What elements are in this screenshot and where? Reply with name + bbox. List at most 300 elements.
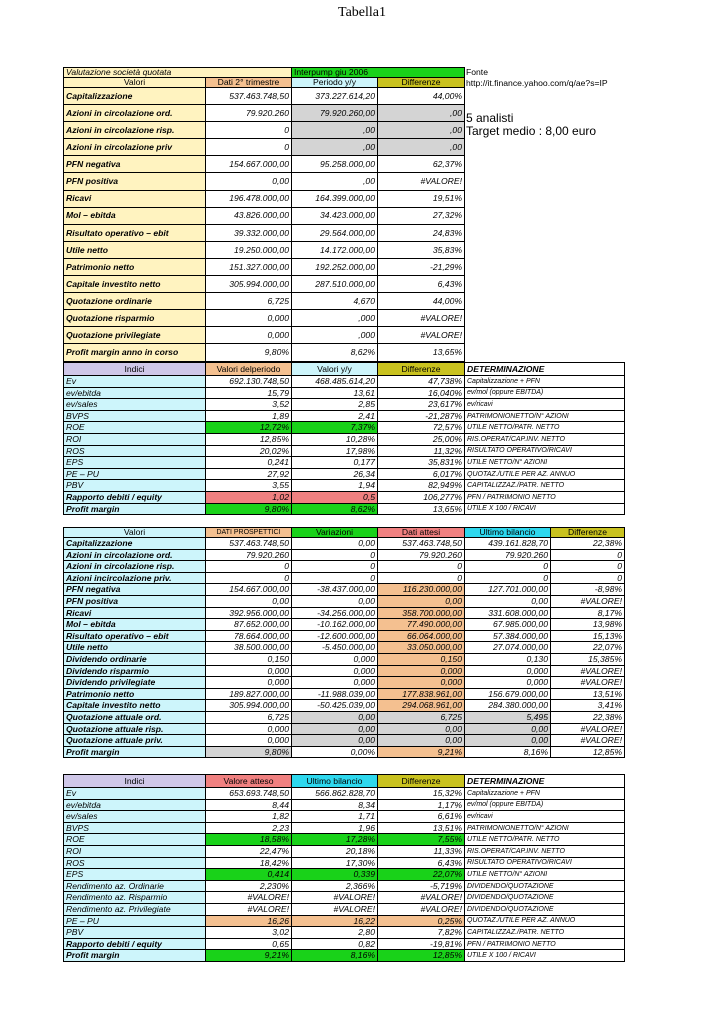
table-cell: 87.652.000,00 <box>206 619 292 631</box>
source-label: Fonte <box>466 67 488 77</box>
row-label: Profit margin anno in corso <box>64 344 206 361</box>
table-cell: QUOTAZ./UTILE PER AZ. ANNUO <box>465 468 625 480</box>
table-cell: ,00 <box>292 173 378 190</box>
table-cell: PFN / PATRIMONIO NETTO <box>465 938 625 950</box>
table-cell: #VALORE! <box>378 327 465 344</box>
table-cell: 82,949% <box>378 480 465 492</box>
table-row <box>64 433 625 445</box>
table-cell: 156.679.000,00 <box>465 688 551 700</box>
table-row <box>64 241 465 258</box>
col-header: Ultimo bilancio <box>292 775 378 788</box>
row-label: Mol – ebitda <box>64 207 206 224</box>
table-cell: 0,00 <box>292 538 378 550</box>
table-cell: 39.332.000,00 <box>206 224 292 241</box>
table-row <box>64 276 465 293</box>
row-label: ROE <box>64 834 206 846</box>
table-cell: 66.064.000,00 <box>378 630 465 642</box>
row-label: Utile netto <box>64 241 206 258</box>
table-cell: 12,85% <box>378 950 465 962</box>
table-row <box>64 491 625 503</box>
table-cell: 692.130.748,50 <box>206 376 292 388</box>
table-cell: 3,02 <box>206 927 292 939</box>
row-label: Quotazione privilegiate <box>64 327 206 344</box>
table-cell: 1,96 <box>292 822 378 834</box>
table-cell: 3,55 <box>206 480 292 492</box>
table-row <box>64 642 625 654</box>
table-cell: 35,831% <box>378 457 465 469</box>
table-cell: 16,040% <box>378 387 465 399</box>
table-cell: 151.327.000,00 <box>206 258 292 275</box>
table-cell: 9,21% <box>206 950 292 962</box>
table-cell: ,000 <box>292 310 378 327</box>
col-header: Valore atteso <box>206 775 292 788</box>
table-cell: 29.564.000,00 <box>292 224 378 241</box>
table-cell: 0 <box>551 549 625 561</box>
table-row <box>64 950 625 962</box>
table-cell: 1,71 <box>292 811 378 823</box>
table-cell: 8,44 <box>206 799 292 811</box>
table-cell: ,00 <box>378 105 465 122</box>
table-row <box>64 538 625 550</box>
table-cell: 8,16% <box>465 746 551 758</box>
table-cell: 15,385% <box>551 653 625 665</box>
table-cell: 0 <box>378 561 465 573</box>
table-cell: 0,00 <box>206 595 292 607</box>
table-cell: 9,80% <box>206 503 292 515</box>
table-cell: 0,000 <box>206 735 292 747</box>
table-cell: 2,230% <box>206 880 292 892</box>
table-cell: -50.425.039,00 <box>292 700 378 712</box>
table-cell: DIVIDENDO/QUOTAZIONE <box>465 903 625 915</box>
row-label: Rendimento az. Ordinarie <box>64 880 206 892</box>
row-label: Capitalizzazione <box>64 538 206 550</box>
table-cell: -11.988.039,00 <box>292 688 378 700</box>
table-row <box>64 595 625 607</box>
col-header: Dati 2° trimestre <box>206 78 292 88</box>
row-label: Azioni in circolazione ord. <box>64 105 206 122</box>
table-cell: -10.162.000,00 <box>292 619 378 631</box>
row-label: ev/sales <box>64 811 206 823</box>
table-row <box>64 735 625 747</box>
table-cell: 373.227.614,20 <box>292 88 378 105</box>
analysts-note: 5 analisti <box>466 111 514 125</box>
table-cell: 22,47% <box>206 845 292 857</box>
table-cell: 9,80% <box>206 746 292 758</box>
table-cell: 0,000 <box>378 665 465 677</box>
table-cell: UTILE X 100 / RICAVI <box>465 950 625 962</box>
table-row <box>64 344 465 361</box>
col-header: Differenze <box>378 363 465 376</box>
row-label: Profit margin <box>64 503 206 515</box>
table-cell: 8,62% <box>292 344 378 361</box>
table-cell: #VALORE! <box>206 892 292 904</box>
table-cell: 6,017% <box>378 468 465 480</box>
row-label: ev/ebitda <box>64 387 206 399</box>
col-header: Variazioni <box>292 528 378 538</box>
row-label: Profit margin <box>64 746 206 758</box>
table-cell: Capitalizzazione + PFN <box>465 376 625 388</box>
table-cell: 67.985.000,00 <box>465 619 551 631</box>
table-cell: 0,241 <box>206 457 292 469</box>
table-cell: RIS.OPERAT/CAP.INV. NETTO <box>465 433 625 445</box>
row-label: Dividendo privilegiate <box>64 677 206 689</box>
row-label: ev/sales <box>64 399 206 411</box>
table-cell: #VALORE! <box>551 735 625 747</box>
row-label: PE – PU <box>64 468 206 480</box>
table-row <box>64 619 625 631</box>
table-cell: 0,000 <box>206 310 292 327</box>
table-cell: CAPITALIZZAZ./PATR. NETTO <box>465 480 625 492</box>
row-label: PE – PU <box>64 915 206 927</box>
table-row <box>64 173 465 190</box>
row-label: Rapporto debiti / equity <box>64 938 206 950</box>
table-cell: 392.956.000,00 <box>206 607 292 619</box>
table-cell: 4,670 <box>292 293 378 310</box>
row-label: Capitalizzazione <box>64 88 206 105</box>
table-row <box>64 422 625 434</box>
table-row <box>64 892 625 904</box>
table-cell: 7,37% <box>292 422 378 434</box>
table-row <box>64 480 625 492</box>
table-cell: 0,82 <box>292 938 378 950</box>
table-cell: 27,92 <box>206 468 292 480</box>
table-cell: #VALORE! <box>551 723 625 735</box>
table-row <box>64 561 625 573</box>
table-row <box>64 584 625 596</box>
col-header: Ultimo bilancio <box>465 528 551 538</box>
col-header: Differenze <box>378 78 465 88</box>
table-row <box>64 822 625 834</box>
table-cell: 3,52 <box>206 399 292 411</box>
row-label: Quotazione ordinarie <box>64 293 206 310</box>
table-cell: 1,02 <box>206 491 292 503</box>
table-cell: 72,57% <box>378 422 465 434</box>
table-cell: 2,80 <box>292 927 378 939</box>
table-cell: 164.399.000,00 <box>292 190 378 207</box>
table-cell: 13,65% <box>378 503 465 515</box>
table-row <box>64 869 625 881</box>
col-header: Indici <box>64 775 206 788</box>
table-cell: 5,495 <box>465 711 551 723</box>
table-cell: ev/mol (oppure EBITDA) <box>465 799 625 811</box>
table-cell: 127.701.000,00 <box>465 584 551 596</box>
table-cell: 154.667.000,00 <box>206 584 292 596</box>
table-row <box>64 410 625 422</box>
table-cell: -38.437.000,00 <box>292 584 378 596</box>
table-cell: 18,42% <box>206 857 292 869</box>
table-cell: 17,98% <box>292 445 378 457</box>
table-cell: 15,13% <box>551 630 625 642</box>
table-cell: 9,80% <box>206 344 292 361</box>
table-cell: 35,83% <box>378 241 465 258</box>
source-url: http://it.finance.yahoo.com/q/ae?s=IP <box>466 78 608 88</box>
table-row <box>64 190 465 207</box>
col-header: DETERMINAZIONE <box>465 775 625 788</box>
table-cell: 6,43% <box>378 857 465 869</box>
table-cell: 284.380.000,00 <box>465 700 551 712</box>
table-cell: 6,725 <box>206 711 292 723</box>
table-row <box>64 445 625 457</box>
table-cell: UTILE NETTO/PATR. NETTO <box>465 422 625 434</box>
row-label: Quotazione risparmio <box>64 310 206 327</box>
row-label: Patrimonio netto <box>64 688 206 700</box>
table-cell: 0,00 <box>292 595 378 607</box>
table-cell: ,000 <box>292 327 378 344</box>
table-cell: #VALORE! <box>551 665 625 677</box>
table-cell: ,00 <box>292 139 378 156</box>
row-label: Azioni in circolazione risp. <box>64 561 206 573</box>
table-cell: 7,82% <box>378 927 465 939</box>
table-cell: -12.600.000,00 <box>292 630 378 642</box>
table-cell: 16,26 <box>206 915 292 927</box>
table-cell: 0,25% <box>378 915 465 927</box>
row-label: EPS <box>64 869 206 881</box>
table-row <box>64 845 625 857</box>
table-cell: 189.827.000,00 <box>206 688 292 700</box>
table-cell: 62,37% <box>378 156 465 173</box>
table-cell: CAPITALIZZAZ./PATR. NETTO <box>465 927 625 939</box>
col-header: Valori <box>64 78 206 88</box>
row-label: Patrimonio netto <box>64 258 206 275</box>
table-cell: 0,150 <box>378 653 465 665</box>
table-cell: 79.920.260 <box>465 549 551 561</box>
table-cell: PFN / PATRIMONIO NETTO <box>465 491 625 503</box>
table-cell: 13,51% <box>551 688 625 700</box>
table-cell: -5.450.000,00 <box>292 642 378 654</box>
table-row <box>64 607 625 619</box>
table-cell: 537.463.748,50 <box>378 538 465 550</box>
table-cell: 0,5 <box>292 491 378 503</box>
table-cell: 24,83% <box>378 224 465 241</box>
table-cell: 10,28% <box>292 433 378 445</box>
table-cell: 44,00% <box>378 293 465 310</box>
row-label: Quotazione attuale priv. <box>64 735 206 747</box>
table-row <box>64 915 625 927</box>
table-cell: 358.700.000,00 <box>378 607 465 619</box>
table-cell: 1,17% <box>378 799 465 811</box>
col-header: Valori y/y <box>292 363 378 376</box>
valuation-table <box>63 67 465 362</box>
table-cell: 0,00 <box>378 735 465 747</box>
row-label: ev/ebitda <box>64 799 206 811</box>
table-cell: 0 <box>206 572 292 584</box>
table-row <box>64 857 625 869</box>
table-row <box>64 711 625 723</box>
table-row <box>64 376 625 388</box>
table-row <box>64 700 625 712</box>
row-label: ROS <box>64 445 206 457</box>
row-label: PFN negativa <box>64 156 206 173</box>
table-cell: 20,02% <box>206 445 292 457</box>
table-cell: 0 <box>378 572 465 584</box>
table-cell: 439.161.828,70 <box>465 538 551 550</box>
table-cell: RIS.OPERAT/CAP.INV. NETTO <box>465 845 625 857</box>
table-cell: 25,00% <box>378 433 465 445</box>
table-cell: 0,150 <box>206 653 292 665</box>
table-cell: QUOTAZ./UTILE PER AZ. ANNUO <box>465 915 625 927</box>
row-label: Ricavi <box>64 607 206 619</box>
table-row <box>64 880 625 892</box>
table-cell: 537.463.748,50 <box>206 88 292 105</box>
row-label: Dividendo risparmio <box>64 665 206 677</box>
table-cell: 0 <box>206 561 292 573</box>
table-cell: 79.920.260,00 <box>292 105 378 122</box>
row-label: Azioni incircolazione priv. <box>64 572 206 584</box>
table-cell: 15,32% <box>378 788 465 800</box>
table-row <box>64 811 625 823</box>
table-cell: 2,41 <box>292 410 378 422</box>
table-row <box>64 468 625 480</box>
table-cell: 0,00 <box>465 735 551 747</box>
table-cell: 6,725 <box>378 711 465 723</box>
table-cell: 0,000 <box>206 723 292 735</box>
table-cell: DIVIDENDO/QUOTAZIONE <box>465 892 625 904</box>
table-row <box>64 938 625 950</box>
table-cell: 0,000 <box>206 327 292 344</box>
table-cell: -21,287% <box>378 410 465 422</box>
table-cell: 12,72% <box>206 422 292 434</box>
row-label: BVPS <box>64 822 206 834</box>
table-cell: 0,000 <box>206 665 292 677</box>
table-cell: ,00 <box>378 139 465 156</box>
col-header: Differenze <box>378 775 465 788</box>
table-cell: 9,21% <box>378 746 465 758</box>
table-cell: 0 <box>551 561 625 573</box>
table-row <box>64 88 465 105</box>
forecast-table <box>63 527 625 758</box>
indices-table <box>63 362 625 515</box>
table-row <box>64 903 625 915</box>
table-cell: 0,00% <box>292 746 378 758</box>
row-label: Utile netto <box>64 642 206 654</box>
row-label: PFN positiva <box>64 173 206 190</box>
table-cell: UTILE NETTO/N° AZIONI <box>465 457 625 469</box>
col-header: DATI PROSPETTICI <box>206 528 292 538</box>
table-row <box>64 549 625 561</box>
row-label: Dividendo ordinarie <box>64 653 206 665</box>
row-label: ROE <box>64 422 206 434</box>
table-cell: 0,00 <box>206 173 292 190</box>
table-cell: 57.384.000,00 <box>465 630 551 642</box>
table-cell: 0 <box>551 572 625 584</box>
row-label: Risultato operativo – ebit <box>64 224 206 241</box>
table-cell: 2,85 <box>292 399 378 411</box>
table-row <box>64 457 625 469</box>
table-cell: 44,00% <box>378 88 465 105</box>
table-cell: 12,85% <box>206 433 292 445</box>
table-cell: 38.500.000,00 <box>206 642 292 654</box>
table-cell: 537.463.748,50 <box>206 538 292 550</box>
table-cell: #VALORE! <box>206 903 292 915</box>
table-cell: 6,61% <box>378 811 465 823</box>
table-cell: 331.608.000,00 <box>465 607 551 619</box>
table-cell: UTILE NETTO/N° AZIONI <box>465 869 625 881</box>
table-cell: 0,00 <box>292 723 378 735</box>
table-cell: UTILE X 100 / RICAVI <box>465 503 625 515</box>
table-cell: 0,130 <box>465 653 551 665</box>
col-header: Differenze <box>551 528 625 538</box>
table-cell: ev/ricavi <box>465 811 625 823</box>
table-cell: 22,07% <box>378 869 465 881</box>
table-cell: 6,725 <box>206 293 292 310</box>
table-cell: RISULTATO OPERATIVO/RICAVI <box>465 857 625 869</box>
table-cell: 18,58% <box>206 834 292 846</box>
table-cell: Capitalizzazione + PFN <box>465 788 625 800</box>
table-row <box>64 122 465 139</box>
table-cell: 0,000 <box>465 677 551 689</box>
table-cell: #VALORE! <box>378 903 465 915</box>
row-label: PFN positiva <box>64 595 206 607</box>
table-cell: 154.667.000,00 <box>206 156 292 173</box>
table-cell: #VALORE! <box>378 892 465 904</box>
table-cell: #VALORE! <box>378 173 465 190</box>
table-cell: 20,18% <box>292 845 378 857</box>
table-cell: 1,94 <box>292 480 378 492</box>
row-label: Capitale investito netto <box>64 700 206 712</box>
table-row <box>64 688 625 700</box>
table-cell: 0 <box>292 561 378 573</box>
table-cell: 17,28% <box>292 834 378 846</box>
table-cell: 8,16% <box>292 950 378 962</box>
table-row <box>64 258 465 275</box>
table-row <box>64 503 625 515</box>
table-cell: 13,61 <box>292 387 378 399</box>
table-cell: #VALORE! <box>551 595 625 607</box>
col-header: Valori delperiodo <box>206 363 292 376</box>
row-label: ROS <box>64 857 206 869</box>
valuation-title: Valutazione società quotata <box>64 68 292 78</box>
table-cell: 106,277% <box>378 491 465 503</box>
table-row <box>64 156 465 173</box>
row-label: ROI <box>64 845 206 857</box>
table-cell: 95.258.000,00 <box>292 156 378 173</box>
table-cell: 19.250.000,00 <box>206 241 292 258</box>
table-cell: 294.068.961,00 <box>378 700 465 712</box>
table-row <box>64 399 625 411</box>
table-cell: RISULTATO OPERATIVO/RICAVI <box>465 445 625 457</box>
table-cell: 27.074.000,00 <box>465 642 551 654</box>
row-label: Azioni in circolazione priv <box>64 139 206 156</box>
table-cell: 22,07% <box>551 642 625 654</box>
table-row <box>64 834 625 846</box>
table-row <box>64 723 625 735</box>
row-label: BVPS <box>64 410 206 422</box>
table-row <box>64 630 625 642</box>
table-cell: 1,82 <box>206 811 292 823</box>
table-cell: 0,00 <box>292 711 378 723</box>
table-cell: #VALORE! <box>551 677 625 689</box>
table-cell: 8,17% <box>551 607 625 619</box>
table-cell: 14.172.000,00 <box>292 241 378 258</box>
table-row <box>64 746 625 758</box>
table-cell: PATRIMONIONETTO/N° AZIONI <box>465 410 625 422</box>
table-cell: 13,65% <box>378 344 465 361</box>
table-cell: 0,177 <box>292 457 378 469</box>
table-cell: 0,000 <box>206 677 292 689</box>
row-label: Rendimento az. Risparmio <box>64 892 206 904</box>
table-row <box>64 665 625 677</box>
table-cell: ,00 <box>292 122 378 139</box>
table-cell: DIVIDENDO/QUOTAZIONE <box>465 880 625 892</box>
table-cell: 26,34 <box>292 468 378 480</box>
table-cell: #VALORE! <box>292 903 378 915</box>
table-cell: 12,85% <box>551 746 625 758</box>
col-header: DETERMINAZIONE <box>465 363 625 376</box>
table-cell: 0,339 <box>292 869 378 881</box>
table-row <box>64 293 465 310</box>
table-cell: 34.423.000,00 <box>292 207 378 224</box>
table-cell: ev/ricavi <box>465 399 625 411</box>
